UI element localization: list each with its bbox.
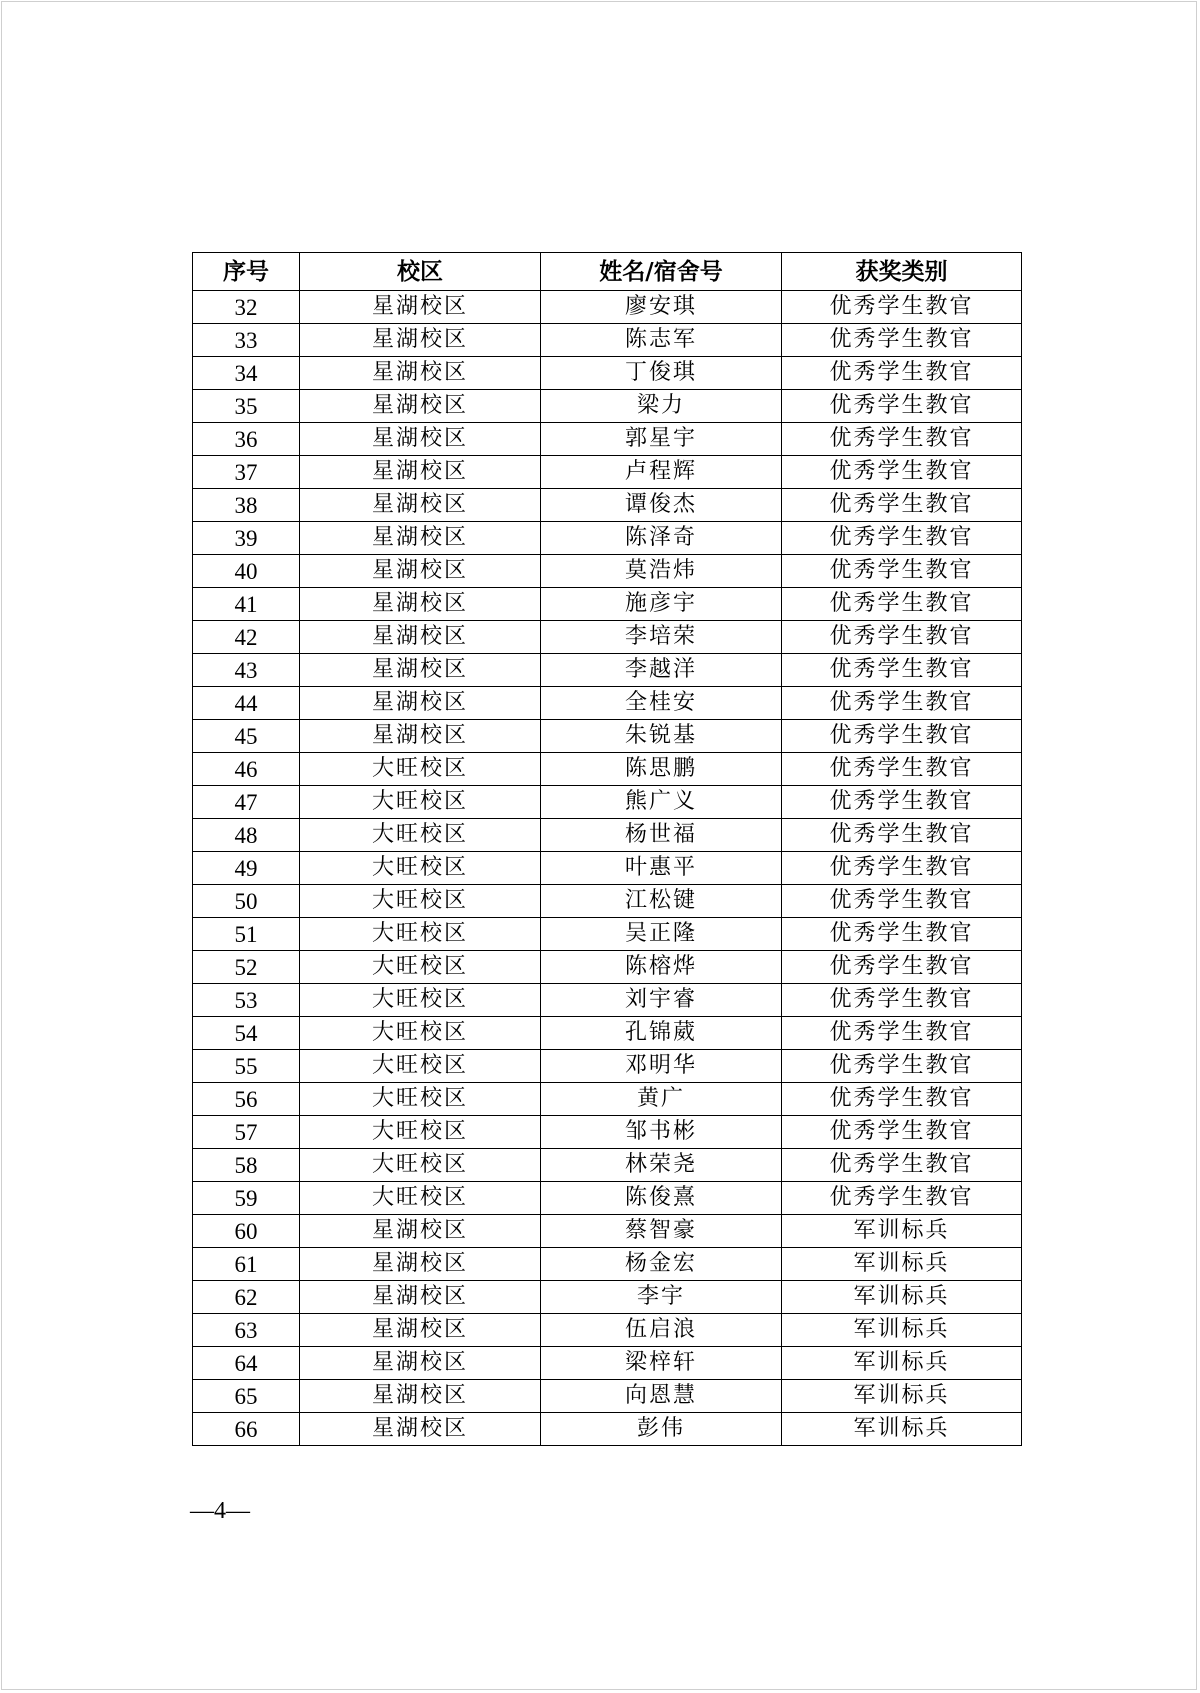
table-row bbox=[193, 1083, 1022, 1116]
cell-award: 优秀学生教官 bbox=[782, 555, 1022, 588]
table-row bbox=[193, 852, 1022, 885]
cell-name: 陈泽奇 bbox=[541, 522, 782, 555]
table-row bbox=[193, 324, 1022, 357]
cell-award: 军训标兵 bbox=[782, 1314, 1022, 1347]
cell-award: 优秀学生教官 bbox=[782, 819, 1022, 852]
cell-campus: 大旺校区 bbox=[300, 984, 541, 1017]
table-row bbox=[193, 753, 1022, 786]
cell-campus: 大旺校区 bbox=[300, 819, 541, 852]
cell-index: 32 bbox=[193, 291, 300, 324]
cell-name: 邹书彬 bbox=[541, 1116, 782, 1149]
cell-name: 李宇 bbox=[541, 1281, 782, 1314]
table-row bbox=[193, 1017, 1022, 1050]
table-row bbox=[193, 819, 1022, 852]
table-row bbox=[193, 786, 1022, 819]
cell-index: 45 bbox=[193, 720, 300, 753]
cell-name: 林荣尧 bbox=[541, 1149, 782, 1182]
cell-campus: 星湖校区 bbox=[300, 1380, 541, 1413]
cell-index: 35 bbox=[193, 390, 300, 423]
cell-award: 军训标兵 bbox=[782, 1380, 1022, 1413]
table-row bbox=[193, 885, 1022, 918]
cell-award: 优秀学生教官 bbox=[782, 522, 1022, 555]
table-row bbox=[193, 456, 1022, 489]
cell-name: 叶惠平 bbox=[541, 852, 782, 885]
cell-index: 36 bbox=[193, 423, 300, 456]
table-row bbox=[193, 489, 1022, 522]
cell-name: 梁力 bbox=[541, 390, 782, 423]
table-row bbox=[193, 390, 1022, 423]
table-row bbox=[193, 291, 1022, 324]
table-header-row bbox=[193, 253, 1022, 291]
cell-name: 刘宇睿 bbox=[541, 984, 782, 1017]
cell-index: 61 bbox=[193, 1248, 300, 1281]
page-number: —4— bbox=[190, 1498, 250, 1524]
cell-campus: 星湖校区 bbox=[300, 357, 541, 390]
table-row bbox=[193, 1215, 1022, 1248]
table-row bbox=[193, 1281, 1022, 1314]
cell-index: 60 bbox=[193, 1215, 300, 1248]
cell-index: 50 bbox=[193, 885, 300, 918]
header-award: 获奖类别 bbox=[782, 253, 1022, 291]
cell-award: 优秀学生教官 bbox=[782, 984, 1022, 1017]
cell-award: 优秀学生教官 bbox=[782, 357, 1022, 390]
cell-award: 优秀学生教官 bbox=[782, 1017, 1022, 1050]
cell-index: 33 bbox=[193, 324, 300, 357]
cell-index: 63 bbox=[193, 1314, 300, 1347]
cell-name: 蔡智豪 bbox=[541, 1215, 782, 1248]
cell-campus: 星湖校区 bbox=[300, 1347, 541, 1380]
cell-name: 施彦宇 bbox=[541, 588, 782, 621]
cell-campus: 大旺校区 bbox=[300, 1182, 541, 1215]
cell-award: 军训标兵 bbox=[782, 1413, 1022, 1446]
cell-index: 59 bbox=[193, 1182, 300, 1215]
cell-award: 优秀学生教官 bbox=[782, 1083, 1022, 1116]
cell-campus: 星湖校区 bbox=[300, 687, 541, 720]
cell-name: 陈俊熹 bbox=[541, 1182, 782, 1215]
cell-campus: 星湖校区 bbox=[300, 291, 541, 324]
header-campus: 校区 bbox=[300, 253, 541, 291]
cell-index: 53 bbox=[193, 984, 300, 1017]
cell-campus: 星湖校区 bbox=[300, 1248, 541, 1281]
cell-campus: 大旺校区 bbox=[300, 885, 541, 918]
cell-award: 优秀学生教官 bbox=[782, 753, 1022, 786]
cell-campus: 星湖校区 bbox=[300, 489, 541, 522]
cell-award: 优秀学生教官 bbox=[782, 786, 1022, 819]
cell-index: 56 bbox=[193, 1083, 300, 1116]
cell-campus: 星湖校区 bbox=[300, 1215, 541, 1248]
table-row bbox=[193, 984, 1022, 1017]
table-row bbox=[193, 1149, 1022, 1182]
cell-award: 军训标兵 bbox=[782, 1347, 1022, 1380]
cell-award: 优秀学生教官 bbox=[782, 951, 1022, 984]
cell-award: 优秀学生教官 bbox=[782, 423, 1022, 456]
cell-campus: 星湖校区 bbox=[300, 522, 541, 555]
cell-award: 优秀学生教官 bbox=[782, 852, 1022, 885]
table-row bbox=[193, 1413, 1022, 1446]
cell-index: 43 bbox=[193, 654, 300, 687]
cell-campus: 星湖校区 bbox=[300, 423, 541, 456]
cell-award: 优秀学生教官 bbox=[782, 1116, 1022, 1149]
table-row bbox=[193, 1182, 1022, 1215]
cell-index: 38 bbox=[193, 489, 300, 522]
cell-award: 优秀学生教官 bbox=[782, 1050, 1022, 1083]
cell-name: 吴正隆 bbox=[541, 918, 782, 951]
cell-award: 优秀学生教官 bbox=[782, 918, 1022, 951]
cell-name: 杨金宏 bbox=[541, 1248, 782, 1281]
cell-name: 伍启浪 bbox=[541, 1314, 782, 1347]
cell-name: 陈志军 bbox=[541, 324, 782, 357]
cell-name: 廖安琪 bbox=[541, 291, 782, 324]
cell-campus: 星湖校区 bbox=[300, 456, 541, 489]
cell-award: 优秀学生教官 bbox=[782, 687, 1022, 720]
cell-index: 47 bbox=[193, 786, 300, 819]
cell-name: 杨世福 bbox=[541, 819, 782, 852]
cell-index: 57 bbox=[193, 1116, 300, 1149]
cell-name: 李越洋 bbox=[541, 654, 782, 687]
cell-index: 55 bbox=[193, 1050, 300, 1083]
cell-campus: 星湖校区 bbox=[300, 555, 541, 588]
table-row bbox=[193, 1248, 1022, 1281]
cell-name: 向恩慧 bbox=[541, 1380, 782, 1413]
cell-index: 37 bbox=[193, 456, 300, 489]
cell-index: 66 bbox=[193, 1413, 300, 1446]
cell-index: 34 bbox=[193, 357, 300, 390]
cell-campus: 大旺校区 bbox=[300, 1083, 541, 1116]
cell-index: 46 bbox=[193, 753, 300, 786]
table-row bbox=[193, 720, 1022, 753]
table-row bbox=[193, 918, 1022, 951]
cell-award: 军训标兵 bbox=[782, 1281, 1022, 1314]
cell-campus: 大旺校区 bbox=[300, 1149, 541, 1182]
cell-award: 军训标兵 bbox=[782, 1248, 1022, 1281]
table-row bbox=[193, 1347, 1022, 1380]
cell-campus: 大旺校区 bbox=[300, 753, 541, 786]
header-index: 序号 bbox=[193, 253, 300, 291]
cell-index: 44 bbox=[193, 687, 300, 720]
cell-award: 优秀学生教官 bbox=[782, 1182, 1022, 1215]
cell-name: 梁梓轩 bbox=[541, 1347, 782, 1380]
header-name: 姓名/宿舍号 bbox=[541, 253, 782, 291]
cell-award: 优秀学生教官 bbox=[782, 456, 1022, 489]
cell-award: 优秀学生教官 bbox=[782, 588, 1022, 621]
table-row bbox=[193, 1116, 1022, 1149]
cell-name: 全桂安 bbox=[541, 687, 782, 720]
cell-name: 黄广 bbox=[541, 1083, 782, 1116]
cell-name: 郭星宇 bbox=[541, 423, 782, 456]
cell-name: 熊广义 bbox=[541, 786, 782, 819]
cell-index: 39 bbox=[193, 522, 300, 555]
cell-campus: 星湖校区 bbox=[300, 654, 541, 687]
cell-name: 邓明华 bbox=[541, 1050, 782, 1083]
cell-campus: 大旺校区 bbox=[300, 918, 541, 951]
cell-name: 丁俊琪 bbox=[541, 357, 782, 390]
table-row bbox=[193, 555, 1022, 588]
cell-name: 彭伟 bbox=[541, 1413, 782, 1446]
cell-name: 江松键 bbox=[541, 885, 782, 918]
cell-award: 优秀学生教官 bbox=[782, 621, 1022, 654]
table-row bbox=[193, 1380, 1022, 1413]
table-row bbox=[193, 621, 1022, 654]
cell-award: 优秀学生教官 bbox=[782, 654, 1022, 687]
cell-campus: 大旺校区 bbox=[300, 1050, 541, 1083]
cell-award: 优秀学生教官 bbox=[782, 291, 1022, 324]
cell-campus: 星湖校区 bbox=[300, 588, 541, 621]
cell-award: 优秀学生教官 bbox=[782, 885, 1022, 918]
cell-campus: 星湖校区 bbox=[300, 720, 541, 753]
cell-name: 卢程辉 bbox=[541, 456, 782, 489]
table-row bbox=[193, 522, 1022, 555]
cell-name: 谭俊杰 bbox=[541, 489, 782, 522]
cell-campus: 大旺校区 bbox=[300, 1116, 541, 1149]
cell-index: 48 bbox=[193, 819, 300, 852]
table-row bbox=[193, 423, 1022, 456]
cell-campus: 大旺校区 bbox=[300, 1017, 541, 1050]
table-row bbox=[193, 951, 1022, 984]
cell-index: 62 bbox=[193, 1281, 300, 1314]
table-row bbox=[193, 588, 1022, 621]
cell-index: 41 bbox=[193, 588, 300, 621]
cell-campus: 星湖校区 bbox=[300, 621, 541, 654]
cell-index: 64 bbox=[193, 1347, 300, 1380]
table-row bbox=[193, 654, 1022, 687]
cell-campus: 大旺校区 bbox=[300, 786, 541, 819]
table-row bbox=[193, 687, 1022, 720]
table-row bbox=[193, 357, 1022, 390]
cell-award: 优秀学生教官 bbox=[782, 390, 1022, 423]
cell-campus: 星湖校区 bbox=[300, 1281, 541, 1314]
cell-index: 51 bbox=[193, 918, 300, 951]
cell-index: 42 bbox=[193, 621, 300, 654]
cell-award: 优秀学生教官 bbox=[782, 489, 1022, 522]
cell-name: 孔锦葳 bbox=[541, 1017, 782, 1050]
cell-name: 莫浩炜 bbox=[541, 555, 782, 588]
cell-award: 优秀学生教官 bbox=[782, 720, 1022, 753]
cell-index: 65 bbox=[193, 1380, 300, 1413]
cell-award: 军训标兵 bbox=[782, 1215, 1022, 1248]
cell-name: 朱锐基 bbox=[541, 720, 782, 753]
cell-campus: 星湖校区 bbox=[300, 390, 541, 423]
cell-index: 49 bbox=[193, 852, 300, 885]
cell-index: 54 bbox=[193, 1017, 300, 1050]
cell-index: 40 bbox=[193, 555, 300, 588]
cell-name: 李培荣 bbox=[541, 621, 782, 654]
cell-campus: 大旺校区 bbox=[300, 951, 541, 984]
award-table bbox=[192, 252, 1022, 1446]
cell-name: 陈榕烨 bbox=[541, 951, 782, 984]
table-body bbox=[193, 291, 1022, 1446]
cell-index: 58 bbox=[193, 1149, 300, 1182]
cell-campus: 星湖校区 bbox=[300, 1314, 541, 1347]
cell-award: 优秀学生教官 bbox=[782, 1149, 1022, 1182]
table-row bbox=[193, 1314, 1022, 1347]
cell-campus: 星湖校区 bbox=[300, 324, 541, 357]
cell-campus: 大旺校区 bbox=[300, 852, 541, 885]
cell-index: 52 bbox=[193, 951, 300, 984]
cell-name: 陈思鹏 bbox=[541, 753, 782, 786]
cell-campus: 星湖校区 bbox=[300, 1413, 541, 1446]
cell-award: 优秀学生教官 bbox=[782, 324, 1022, 357]
table-row bbox=[193, 1050, 1022, 1083]
